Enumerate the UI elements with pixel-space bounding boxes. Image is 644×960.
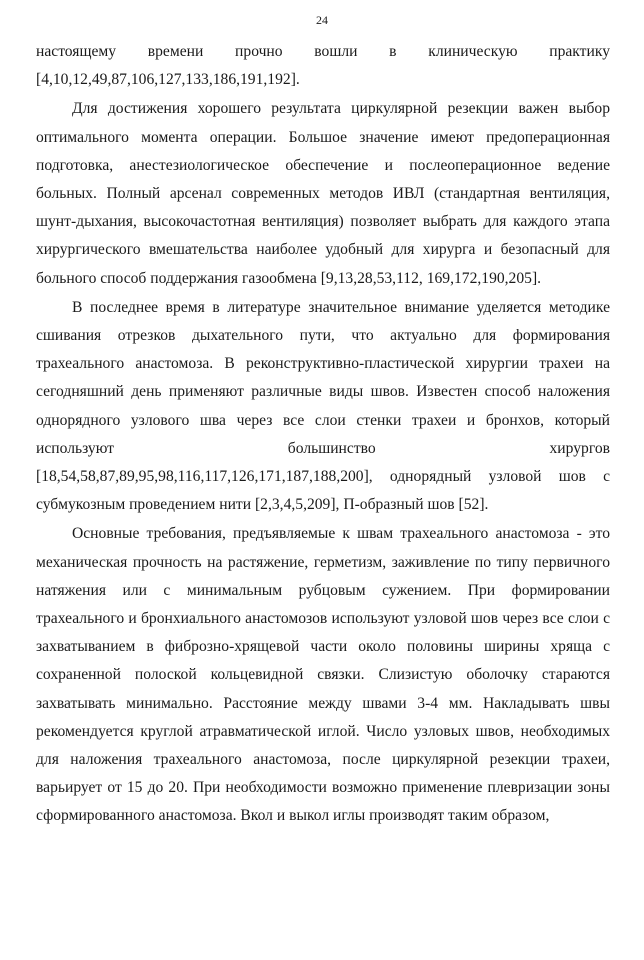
page-number: 24	[316, 13, 328, 27]
paragraph-2: Для достижения хорошего результата циркулярной резекции важен выбор оптимального момента операции. Большое значение имеют предоперационная подготовка, анестезиологическое обеспечение и послеоперационное ведение больных. Полный арсенал современных методов ИВЛ (стандартная вентиляция, шунт-дыхания, высокочастотная вентиляция) позволяет выбрать для каждого этапа хирургического вмешательства наиболее удобный для хирурга и безопасный для больного способ поддержания газообмена [9,13,28,53,112, 169,172,190,205].	[36, 100, 610, 287]
paragraph-1: настоящему времени прочно вошли в клиническую практику [4,10,12,49,87,106,127,133,186,191,192].	[36, 43, 610, 89]
body-text	[36, 38, 610, 832]
paragraph-4: Основные требования, предъявляемые к швам трахеального анастомоза - это механическая прочность на растяжение, герметизм, заживление по типу первичного натяжения или с минимальным рубцовым сужением. При формировании трахеального и бронхиального анастомозов используют узловой шов через все слои с захватыванием в фиброзно-хрящевой части около половины ширины хряща с сохраненной полоской кольцевидной связки. Слизистую оболочку стараются захватывать минимально. Расстояние между швами 3-4 мм. Накладывать швы рекомендуется круглой атравматической иглой. Число узловых швов, необходимых для наложения трахеального анастомоза, после циркулярной резекции трахеи, варьирует от 15 до 20. При необходимости возможно применение плевризации зоны сформированного анастомоза. Вкол и выкол иглы производят таким образом,	[36, 525, 610, 825]
paragraph-3: В последнее время в литературе значительное внимание уделяется методике сшивания отрезков дыхательного пути, что актуально для формирования трахеального анастомоза. В реконструктивно-пластической хирургии трахеи на сегодняшний день применяют различные виды швов. Известен способ наложения однорядного узлового шва через все слои стенки трахеи и бронхов, который используют большинство хирургов [18,54,58,87,89,95,98,116,117,126,171,187,188,200], однорядный узловой шов с субмукозным проведением нити [2,3,4,5,209], П-образный шов [52].	[36, 298, 610, 514]
